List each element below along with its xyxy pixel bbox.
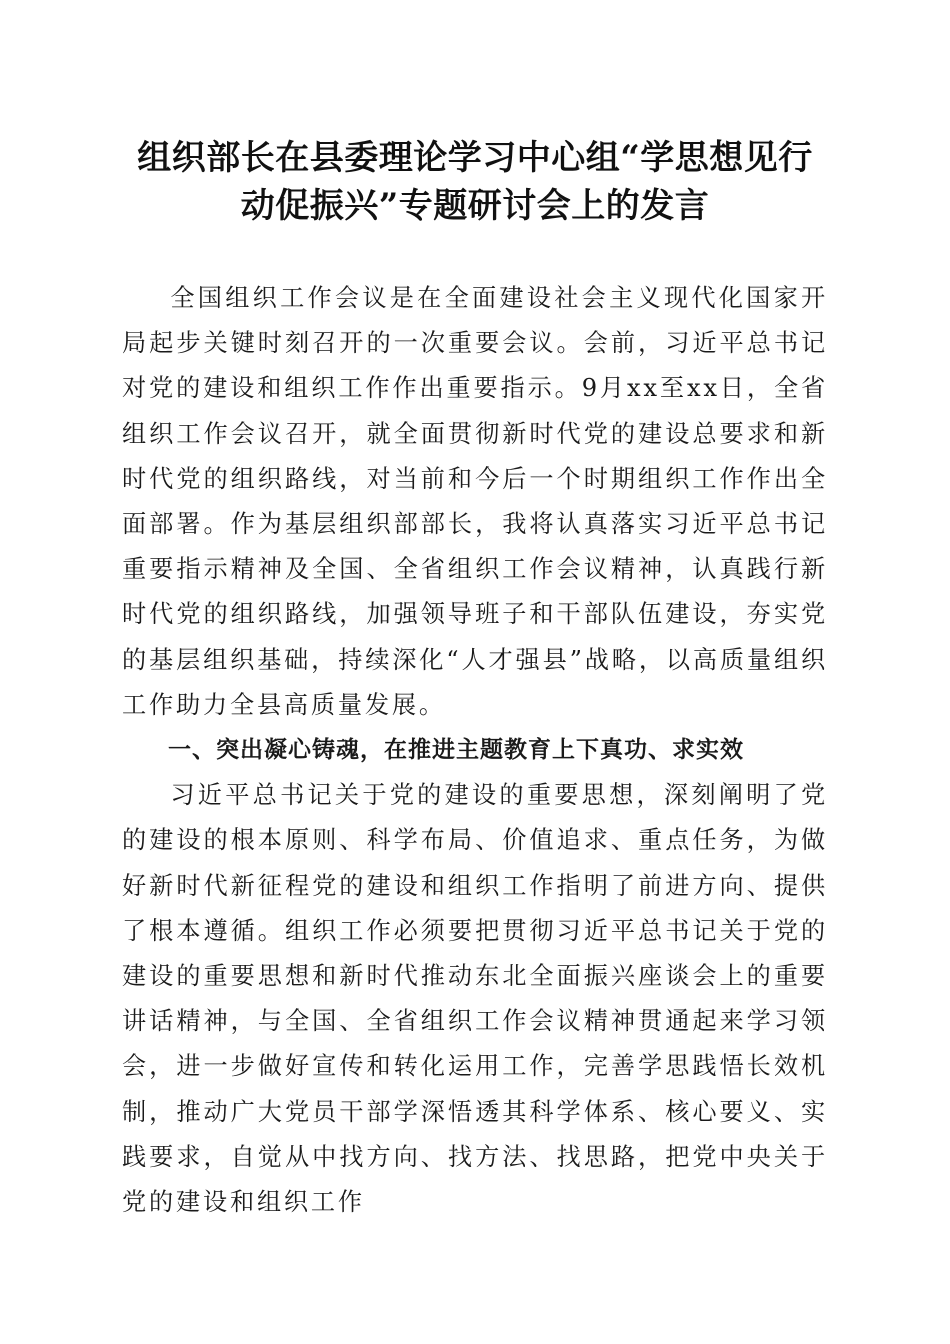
document-body [122,276,828,1225]
document-title [100,134,850,230]
section-1-paragraph: 习近平总书记关于党的建设的重要思想，深刻阐明了党的建设的根本原则、科学布局、价值追求、重点任务，为做好新时代新征程党的建设和组织工作指明了前进方向、提供了根本遵循。组织工作必须要把贯彻习近平总书记关于党的建设的重要思想和新时代推动东北全面振兴座谈会上的重要讲话精神，与全国、全省组织工作会议精神贯通起来学习领会，进一步做好宣传和转化运用工作，完善学思践悟长效机制，推动广大党员干部学深悟透其科学体系、核心要义、实践要求，自觉从中找方向、找方法、找思路，把党中央关于党的建设和组织工作 [122,781,828,1217]
section-1-heading: 一、突出凝心铸魂，在推进主题教育上下真功、求实效 [168,737,744,764]
title-line-2: 动促振兴”专题研讨会上的发言 [240,186,710,226]
title-line-1: 组织部长在县委理论学习中心组“学思想见行 [137,138,813,178]
intro-paragraph: 全国组织工作会议是在全面建设社会主义现代化国家开局起步关键时刻召开的一次重要会议。会前，习近平总书记对党的建设和组织工作作出重要指示。9月xx至xx日，全省组织工作会议召开，就全面贯彻新时代党的建设总要求和新时代党的组织路线，对当前和今后一个时期组织工作作出全面部署。作为基层组织部部长，我将认真落实习近平总书记重要指示精神及全国、全省组织工作会议精神，认真践行新时代党的组织路线，加强领导班子和干部队伍建设，夯实党的基层组织基础，持续深化“人才强县”战略，以高质量组织工作助力全县高质量发展。 [122,284,828,719]
